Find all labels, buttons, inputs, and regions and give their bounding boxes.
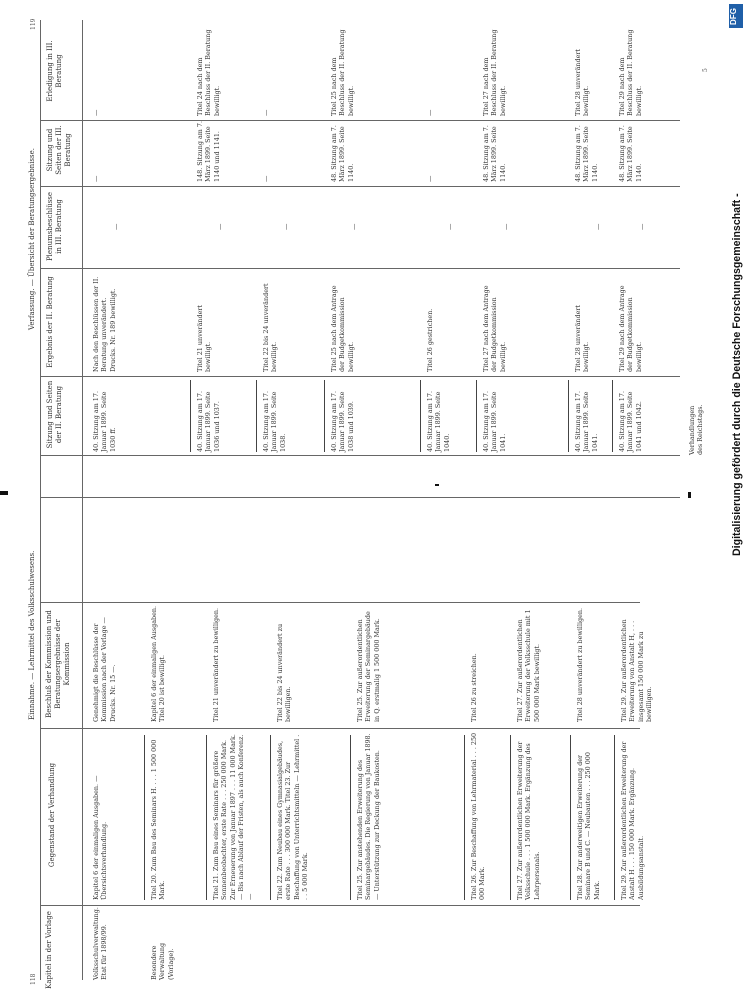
- right-row-final: Titel 25 nach dem Beschluss der II. Beratung bewilligt.: [330, 29, 355, 116]
- left-row-decision: Genehmigt die Beschlüsse der Kommission nach der Vorlage — Drucks. Nr. 15 —.: [92, 617, 117, 722]
- right-row-plenum: —: [282, 223, 290, 230]
- left-row-decision: Kapitel 6 der einmaligen Ausgaben. Titel 20 ist bewilligt.: [150, 605, 167, 722]
- right-row-plenum: —: [638, 223, 646, 230]
- right-row-result: Titel 28 unverändert bewilligt.: [574, 305, 591, 372]
- right-row-session: 40. Sitzung am 17. Januar 1899. Seite 1036 und 1037.: [196, 391, 221, 452]
- left-row-subject: Titel 28. Zur anderweitigen Erweiterung der Seminare B und C. — Neubauten . . . 250 000 Mark.: [576, 752, 601, 900]
- left-row-label: Volksschulverwaltung. Etat für 1898/99.: [92, 907, 109, 980]
- scan-mark: [688, 492, 691, 498]
- left-row-subject: Titel 20. Zum Bau des Seminars H. . . . 1 500 000 Mark.: [150, 739, 167, 900]
- right-row-plenum: —: [112, 223, 120, 230]
- digitization-banner: Digitalisierung gefördert durch die Deutsche Forschungsgemeinschaft -: [731, 193, 743, 556]
- right-row-final: —: [92, 109, 100, 116]
- left-row-subject: Kapitel 6 der einmaligen Ausgaben. — Übersichtsverhandlung.: [92, 775, 109, 900]
- right-row-final: Titel 27 nach dem Beschluss der II. Beratung bewilligt.: [482, 29, 507, 116]
- right-row-session3: 48. Sitzung am 7. März 1899. Seite 1140.: [574, 125, 599, 182]
- left-header-decision: Beschluß der Kommission und Beratungsergebnisse der Kommission: [45, 610, 71, 718]
- left-row-decision: Titel 28 unverändert zu bewilligen.: [576, 607, 584, 722]
- right-row-session: 40. Sitzung am 17. Januar 1899. Seite 1040.: [426, 391, 451, 452]
- page-number-right: 119: [30, 18, 37, 30]
- right-row-plenum: —: [350, 223, 358, 230]
- left-row-subject: Titel 27. Zur außerordentlichen Erweiterung der Volksschule . . . 1 500 000 Mark. Ergänzung des Lehrpersonals.: [516, 741, 541, 900]
- right-row-session3: 48. Sitzung am 7. März 1899. Seite 1140.: [618, 125, 643, 182]
- right-row-plenum: —: [216, 223, 224, 230]
- right-row-session3: 48. Sitzung am 7. März 1899. Seite 1140.: [482, 125, 507, 182]
- left-row-subject: Titel 21. Zum Bau eines Seminars für größere Sonnenbeobachter, erste Rate . . . 250 000 Mark. Zur Erneuerung von Januar 1897 . . . 11 000 Mark. — Bis nach Ablauf der Fristen, als auch Konferenz. —: [212, 734, 254, 900]
- right-row-plenum: —: [446, 223, 454, 230]
- right-row-session3: 48. Sitzung am 7. März 1899. Seite 1140.: [330, 125, 355, 182]
- right-row-final: —: [262, 109, 270, 116]
- right-header-result: Ergebnis der II. Beratung: [46, 276, 54, 368]
- right-row-plenum: —: [594, 223, 602, 230]
- left-row-decision: Titel 25. Zur außerordentlichen Erweiterung der Seminargebäude in Q. erstmalig 1 500 000 Mark.: [356, 611, 381, 722]
- footer-mark: 5: [702, 68, 709, 72]
- right-row-final: —: [426, 109, 434, 116]
- left-header-chapter: Kapitel in der Vorlage: [45, 911, 53, 989]
- left-row-decision: Titel 29. Zur außerordentlichen Erweiterung von Anstalt H, . . . insgesamt 150 000 Mark zu bewilligen.: [620, 619, 654, 722]
- right-row-final: Titel 28 unverändert bewilligt.: [574, 49, 591, 116]
- right-row-result: Nach den Beschlüssen der II. Beratung unverändert. Drucks. Nr. 189 bewilligt.: [92, 276, 117, 372]
- left-row-decision: Titel 21 unverändert zu bewilligen.: [212, 607, 220, 722]
- right-row-session: 40. Sitzung am 17. Januar 1899. Seite 1041.: [574, 391, 599, 452]
- right-row-plenum: —: [502, 223, 510, 230]
- scan-mark: [435, 484, 439, 486]
- left-row-subject: Titel 29. Zur außerordentlichen Erweiterung der Anstalt H . . . 150 000 Mark. Ergänzung. Ausbildungsanstalt.: [620, 741, 645, 900]
- left-row-subject: Titel 25. Zur anstehenden Erweiterung des Seminargebäudes. Die Regierung von Januar 1898. — Unterstützung zur Deckung der Baukosten.: [356, 733, 381, 900]
- right-row-final: Titel 29 nach dem Beschluss der II. Beratung bewilligt.: [618, 29, 643, 116]
- left-row-label: Besondere Verwaltung (Vorlage).: [150, 942, 175, 980]
- left-header-subject: Gegenstand der Verhandlung: [48, 762, 56, 868]
- right-row-final: Titel 24 nach dem Beschluss der II. Beratung bewilligt.: [196, 29, 221, 116]
- right-row-session: 40. Sitzung am 17. Januar 1899. Seite 1041 und 1042.: [618, 391, 643, 452]
- left-row-decision: Titel 26 zu streichen.: [470, 653, 478, 722]
- scan-mark: [0, 491, 8, 495]
- right-row-session3: —: [92, 175, 100, 182]
- right-row-result: Titel 26 gestrichen.: [426, 308, 434, 372]
- right-row-result: Titel 25 nach dem Antrage der Budgetkommission bewilligt.: [330, 285, 355, 372]
- right-row-session3: —: [426, 175, 434, 182]
- running-head-right: Verfassung. — Übersicht der Beratungsergebnisse.: [28, 148, 36, 330]
- right-row-session: 40. Sitzung am 17. Januar 1899. Seite 1041.: [482, 391, 507, 452]
- right-header-plenum: Plenumsbeschlüsse in III. Beratung: [46, 191, 63, 262]
- right-header-final: Erledigung in III. Beratung: [46, 40, 63, 102]
- right-row-session: 40. Sitzung am 17. Januar 1899. Seite 1038 und 1039.: [330, 391, 355, 452]
- footnote: Verhandlungen des Reichstags.: [688, 404, 705, 455]
- left-row-subject: Titel 22. Zum Neubau eines Gymnasialgebäudes, erste Rate . . . 300 000 Mark. Titel 23. Zur Beschaffung von Unterrichtsmitteln — Lehrmittel . . . 5 000 Mark.: [276, 734, 310, 900]
- right-row-session3: —: [262, 175, 270, 182]
- right-row-session3: 148. Sitzung am 7. März 1899. Seite 1140 und 1141.: [196, 121, 221, 182]
- right-header-session: Sitzung und Seiten der II. Beratung: [46, 380, 63, 449]
- right-row-session: 40. Sitzung am 17. Januar 1899. Seite 1030 ff.: [92, 391, 117, 452]
- dfg-logo: DFG: [729, 4, 743, 28]
- left-row-subject: Titel 26. Zur Beschaffung von Lehrmaterial . . . 250 000 Mark.: [470, 732, 487, 900]
- left-row-decision: Titel 22 bis 24 unverändert zu bewilligen.: [276, 623, 293, 722]
- right-row-session: 40. Sitzung am 17. Januar 1899. Seite 1038.: [262, 391, 287, 452]
- running-head-left: Einnahme. — Lehrmittel des Volksschulwesens.: [28, 550, 36, 720]
- right-row-result: Titel 21 unverändert bewilligt.: [196, 305, 213, 372]
- right-row-result: Titel 27 nach dem Antrage der Budgetkommission bewilligt.: [482, 285, 507, 372]
- right-header-session3: Sitzung und Seiten der III. Beratung: [46, 125, 72, 175]
- right-row-result: Titel 29 nach dem Antrage der Budgetkommission bewilligt.: [618, 285, 643, 372]
- right-row-result: Titel 22 bis 24 unverändert bewilligt.: [262, 283, 279, 372]
- left-row-decision: Titel 27. Zur außerordentlichen Erweiterung der Volksschule mit 1 500 000 Mark bewilligt.: [516, 609, 541, 722]
- page-number-left: 118: [30, 973, 37, 985]
